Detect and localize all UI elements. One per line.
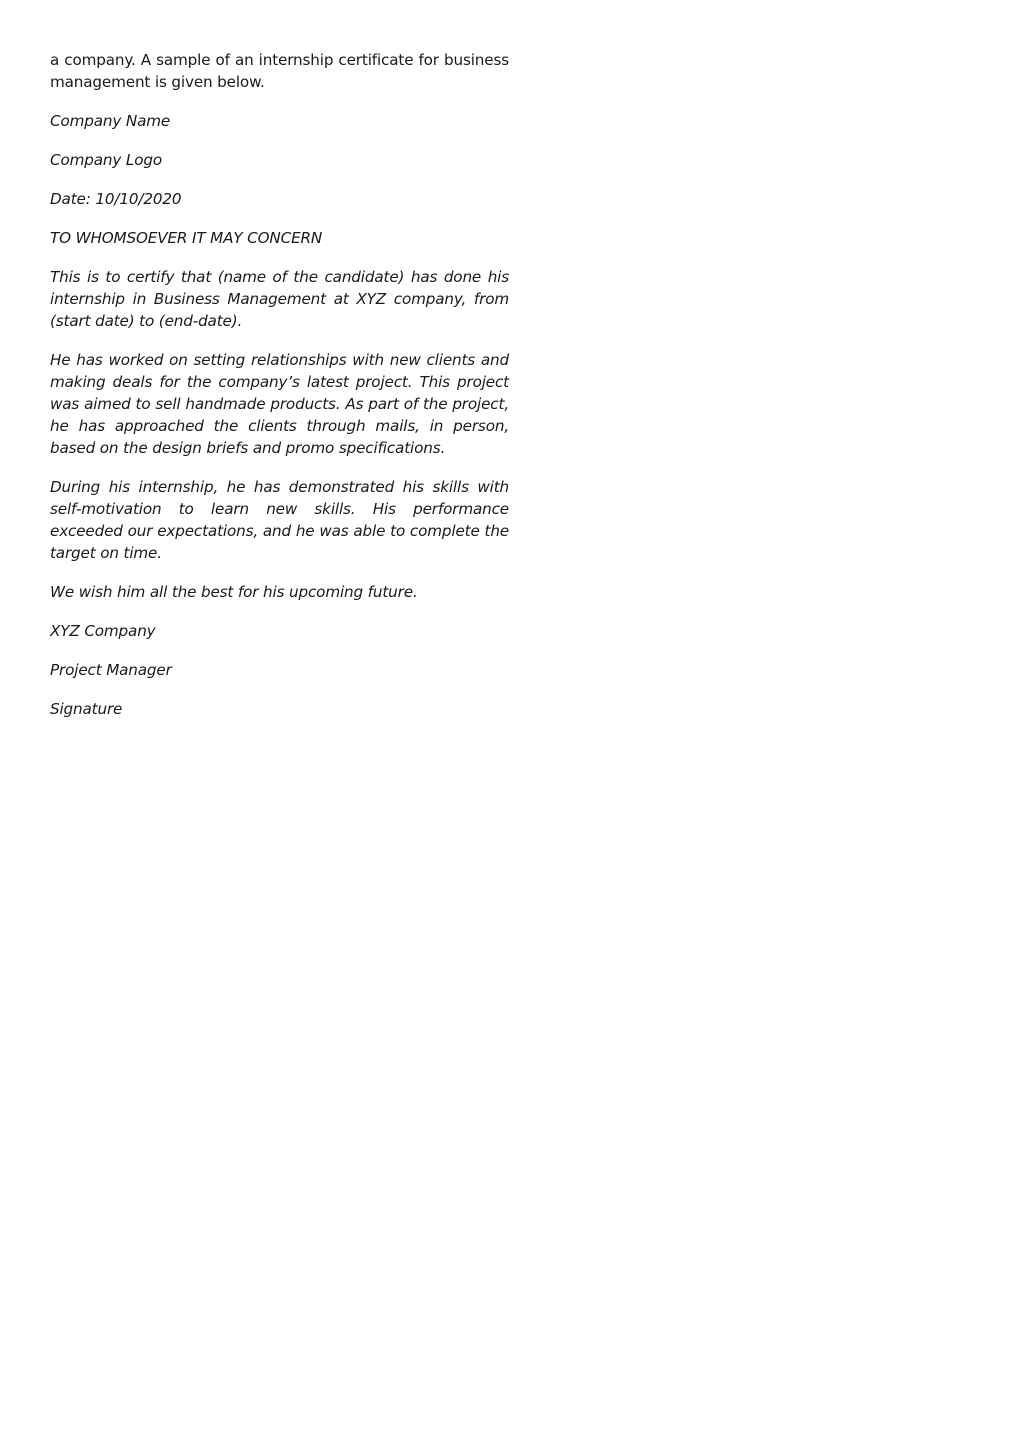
certificate-date: Date: 10/10/2020	[50, 190, 182, 208]
signoff-signature: Signature	[50, 700, 123, 718]
closing-wish-paragraph: We wish him all the best for his upcoming future.	[50, 583, 418, 601]
certification-paragraph: This is to certify that (name of the candidate) has done his internship in Business Management at XYZ company, from (start date) to (end-date).	[50, 268, 509, 330]
company-logo: Company Logo	[50, 151, 162, 169]
work-description-paragraph: He has worked on setting relationships with new clients and making deals for the company’s latest project. This project was aimed to sell handmade products. As part of the project, he has approached the clients through mails, in person, based on the design briefs and promo specifications.	[50, 351, 509, 457]
company-name: Company Name	[50, 112, 171, 130]
signoff-company: XYZ Company	[50, 622, 156, 640]
signoff-title: Project Manager	[50, 661, 172, 679]
document-body	[50, 49, 509, 737]
intro-paragraph: a company. A sample of an internship certificate for business management is given below.	[50, 51, 509, 91]
performance-paragraph: During his internship, he has demonstrated his skills with self-motivation to learn new skills. His performance exceeded our expectations, and he was able to complete the target on time.	[50, 478, 509, 562]
salutation: TO WHOMSOEVER IT MAY CONCERN	[50, 229, 323, 247]
